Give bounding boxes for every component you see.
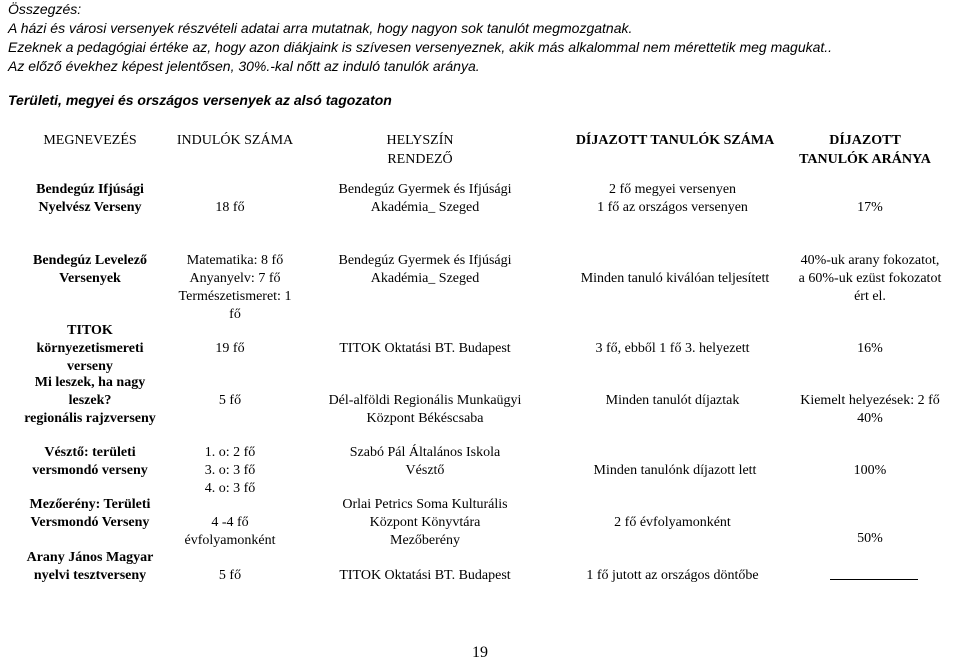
row2-awarded: Minden tanuló kiválóan teljesített [580,271,770,286]
section-title: Területi, megyei és országos versenyek az alsó tagozaton [8,92,392,108]
row3-participants: 19 fő [215,341,245,356]
row7-name: Arany János Magyar nyelvi tesztverseny [26,550,154,583]
summary-line: Az előző évekhez képest jelentősen, 30%.-kal nőtt az induló tanulók aránya. [8,58,480,74]
summary-line: Ezeknek a pedagógiai értéke az, hogy azon diákjaink is szívesen versenyeznek, akik más alkalommal nem mérettetik meg magukat.. [8,39,833,55]
row2-participants: Matematika: 8 fő Anyanyelv: 7 fő Természetismeret: 1 fő [178,253,292,322]
row6-awarded: 2 fő évfolyamonként [614,515,731,530]
header-participants: INDULÓK SZÁMA [176,133,294,148]
row1-venue: Bendegúz Gyermek és Ifjúsági Akadémia_ Szeged [338,182,512,215]
header-awarded: DÍJAZOTT TANULÓK SZÁMA [575,133,775,148]
row7-venue: TITOK Oktatási BT. Budapest [339,568,511,583]
summary-block [8,0,832,76]
header-venue: HELYSZÍN RENDEZŐ [386,133,454,167]
summary-heading: Összegzés: [8,1,82,17]
row6-participants: 4 -4 fő évfolyamonként [184,515,276,548]
row3-name: TITOK környezetismereti verseny [36,323,144,374]
row5-participants: 1. o: 2 fő 3. o: 3 fő 4. o: 3 fő [204,445,256,496]
row3-ratio: 16% [857,341,883,356]
row4-participants: 5 fő [218,393,242,408]
row5-ratio: 100% [853,463,887,478]
row7-awarded: 1 fő jutott az országos döntőbe [586,568,759,583]
row3-venue: TITOK Oktatási BT. Budapest [339,341,511,356]
row4-awarded: Minden tanulót díjaztak [605,393,740,408]
row5-venue: Szabó Pál Általános Iskola Vésztő [349,445,501,478]
row4-ratio: Kiemelt helyezések: 2 fő 40% [800,393,940,426]
header-name: MEGNEVEZÉS [43,133,137,148]
row4-venue: Dél-alföldi Regionális Munkaügyi Központ Békéscsaba [328,393,522,426]
row1-awarded: 2 fő megyei versenyen 1 fő az országos versenyen [597,182,748,215]
row1-ratio: 17% [857,200,883,215]
row6-venue: Orlai Petrics Soma Kulturális Központ Könyvtára Mezőberény [342,497,508,548]
row2-ratio: 40%-uk arany fokozatot, a 60%-uk ezüst fokozatot ért el. [798,253,942,304]
row1-participants: 18 fő [215,200,245,215]
row6-ratio: 50% [857,531,883,546]
row2-name: Bendegúz Levelező Versenyek [33,253,147,286]
row7-participants: 5 fő [218,568,242,583]
row7-ratio-blank-line [830,579,918,580]
row1-name: Bendegúz Ifjúsági Nyelvész Verseny [36,182,144,215]
header-ratio: DÍJAZOTT TANULÓK ARÁNYA [799,133,931,167]
row4-name: Mi leszek, ha nagy leszek? regionális rajzverseny [24,375,156,426]
page-number: 19 [472,644,488,661]
row5-name: Vésztő: területi versmondó verseny [32,445,148,478]
row3-awarded: 3 fő, ebből 1 fő 3. helyezett [595,341,750,356]
row6-name: Mezőerény: Területi Versmondó Verseny [29,497,151,530]
row5-awarded: Minden tanulónk díjazott lett [593,463,757,478]
row2-venue: Bendegúz Gyermek és Ifjúsági Akadémia_ Szeged [338,253,512,286]
summary-line: A házi és városi versenyek részvételi adatai arra mutatnak, hogy nagyon sok tanulót megmozgatnak. [8,20,633,36]
